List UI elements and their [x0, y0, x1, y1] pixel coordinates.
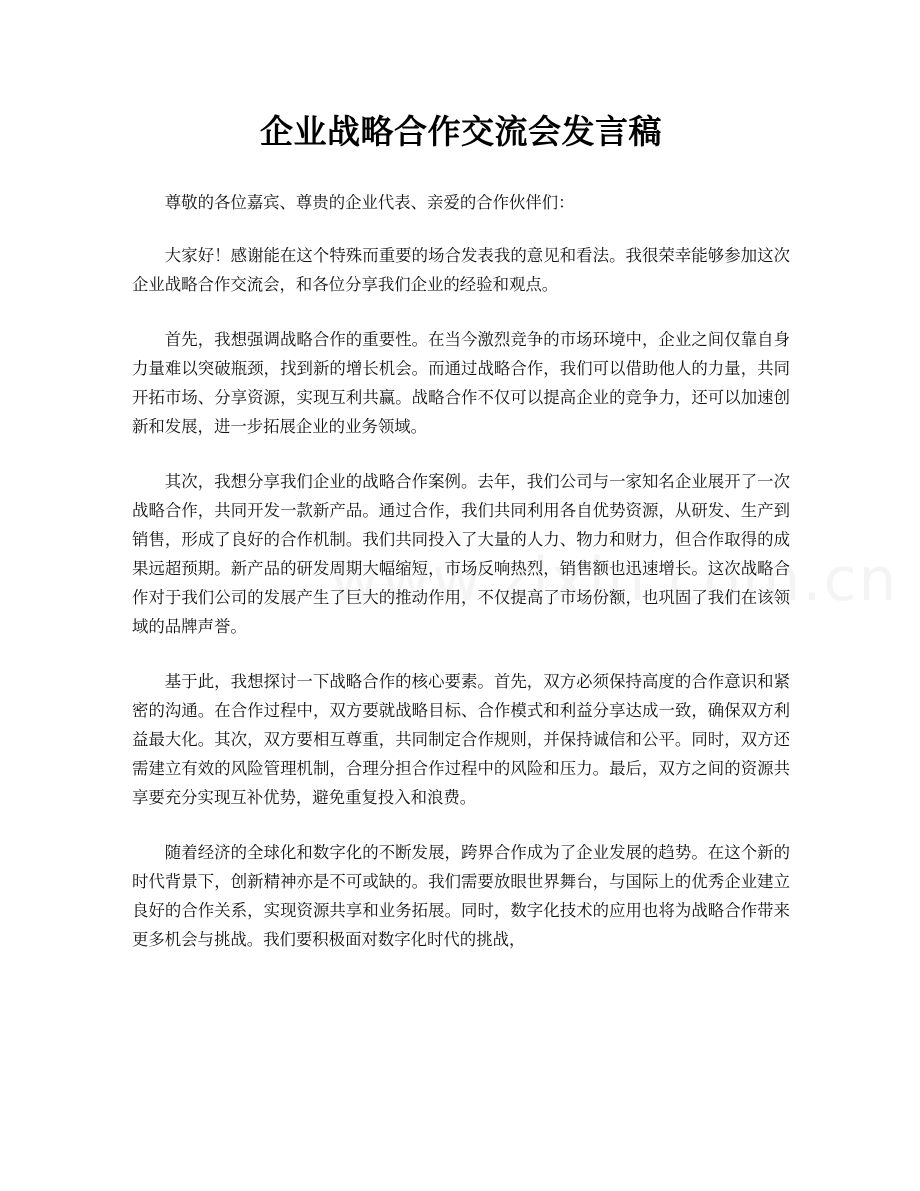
body-paragraph-4: 基于此，我想探讨一下战略合作的核心要素。首先，双方必须保持高度的合作意识和紧密的沟通。在合作过程中，双方要就战略目标、合作模式和利益分享达成一致，确保双方利益最大化。其次，双方要相互尊重，共同制定合作规则，并保持诚信和公平。同时，双方还需建立有效的风险管理机制，合理分担合作过程中的风险和压力。最后，双方之间的资源共享要充分实现互补优势，避免重复投入和浪费。	[132, 672, 790, 807]
body-paragraph-3: 其次，我想分享我们企业的战略合作案例。去年，我们公司与一家知名企业展开了一次战略合作，共同开发一款新产品。通过合作，我们共同利用各自优势资源，从研发、生产到销售，形成了良好的合作机制。我们共同投入了大量的人力、物力和财力，但合作取得的成果远超预期。新产品的研发周期大幅缩短，市场反响热烈，销售额也迅速增长。这次战略合作对于我们公司的发展产生了巨大的推动作用，不仅提高了市场份额，也巩固了我们在该领域的品牌声誉。	[132, 472, 790, 636]
greeting-paragraph: 尊敬的各位嘉宾、尊贵的企业代表、亲爱的合作伙伴们：	[164, 193, 575, 212]
body-paragraph-2: 首先，我想强调战略合作的重要性。在当今激烈竞争的市场环境中，企业之间仅靠自身力量难以突破瓶颈，找到新的增长机会。而通过战略合作，我们可以借助他人的力量，共同开拓市场、分享资源，实现互利共赢。战略合作不仅可以提高企业的竞争力，还可以加速创新和发展，进一步拓展企业的业务领域。	[132, 330, 790, 436]
body-paragraph-1: 大家好！感谢能在这个特殊而重要的场合发表我的意见和看法。我很荣幸能够参加这次企业战略合作交流会，和各位分享我们企业的经验和观点。	[132, 246, 790, 294]
body-paragraph-5: 随着经济的全球化和数字化的不断发展，跨界合作成为了企业发展的趋势。在这个新的时代背景下，创新精神亦是不可或缺的。我们需要放眼世界舞台，与国际上的优秀企业建立良好的合作关系，实现资源共享和业务拓展。同时，数字化技术的应用也将为战略合作带来更多机会与挑战。我们要积极面对数字化时代的挑战，	[132, 843, 790, 949]
document-title: 企业战略合作交流会发言稿	[260, 112, 662, 151]
